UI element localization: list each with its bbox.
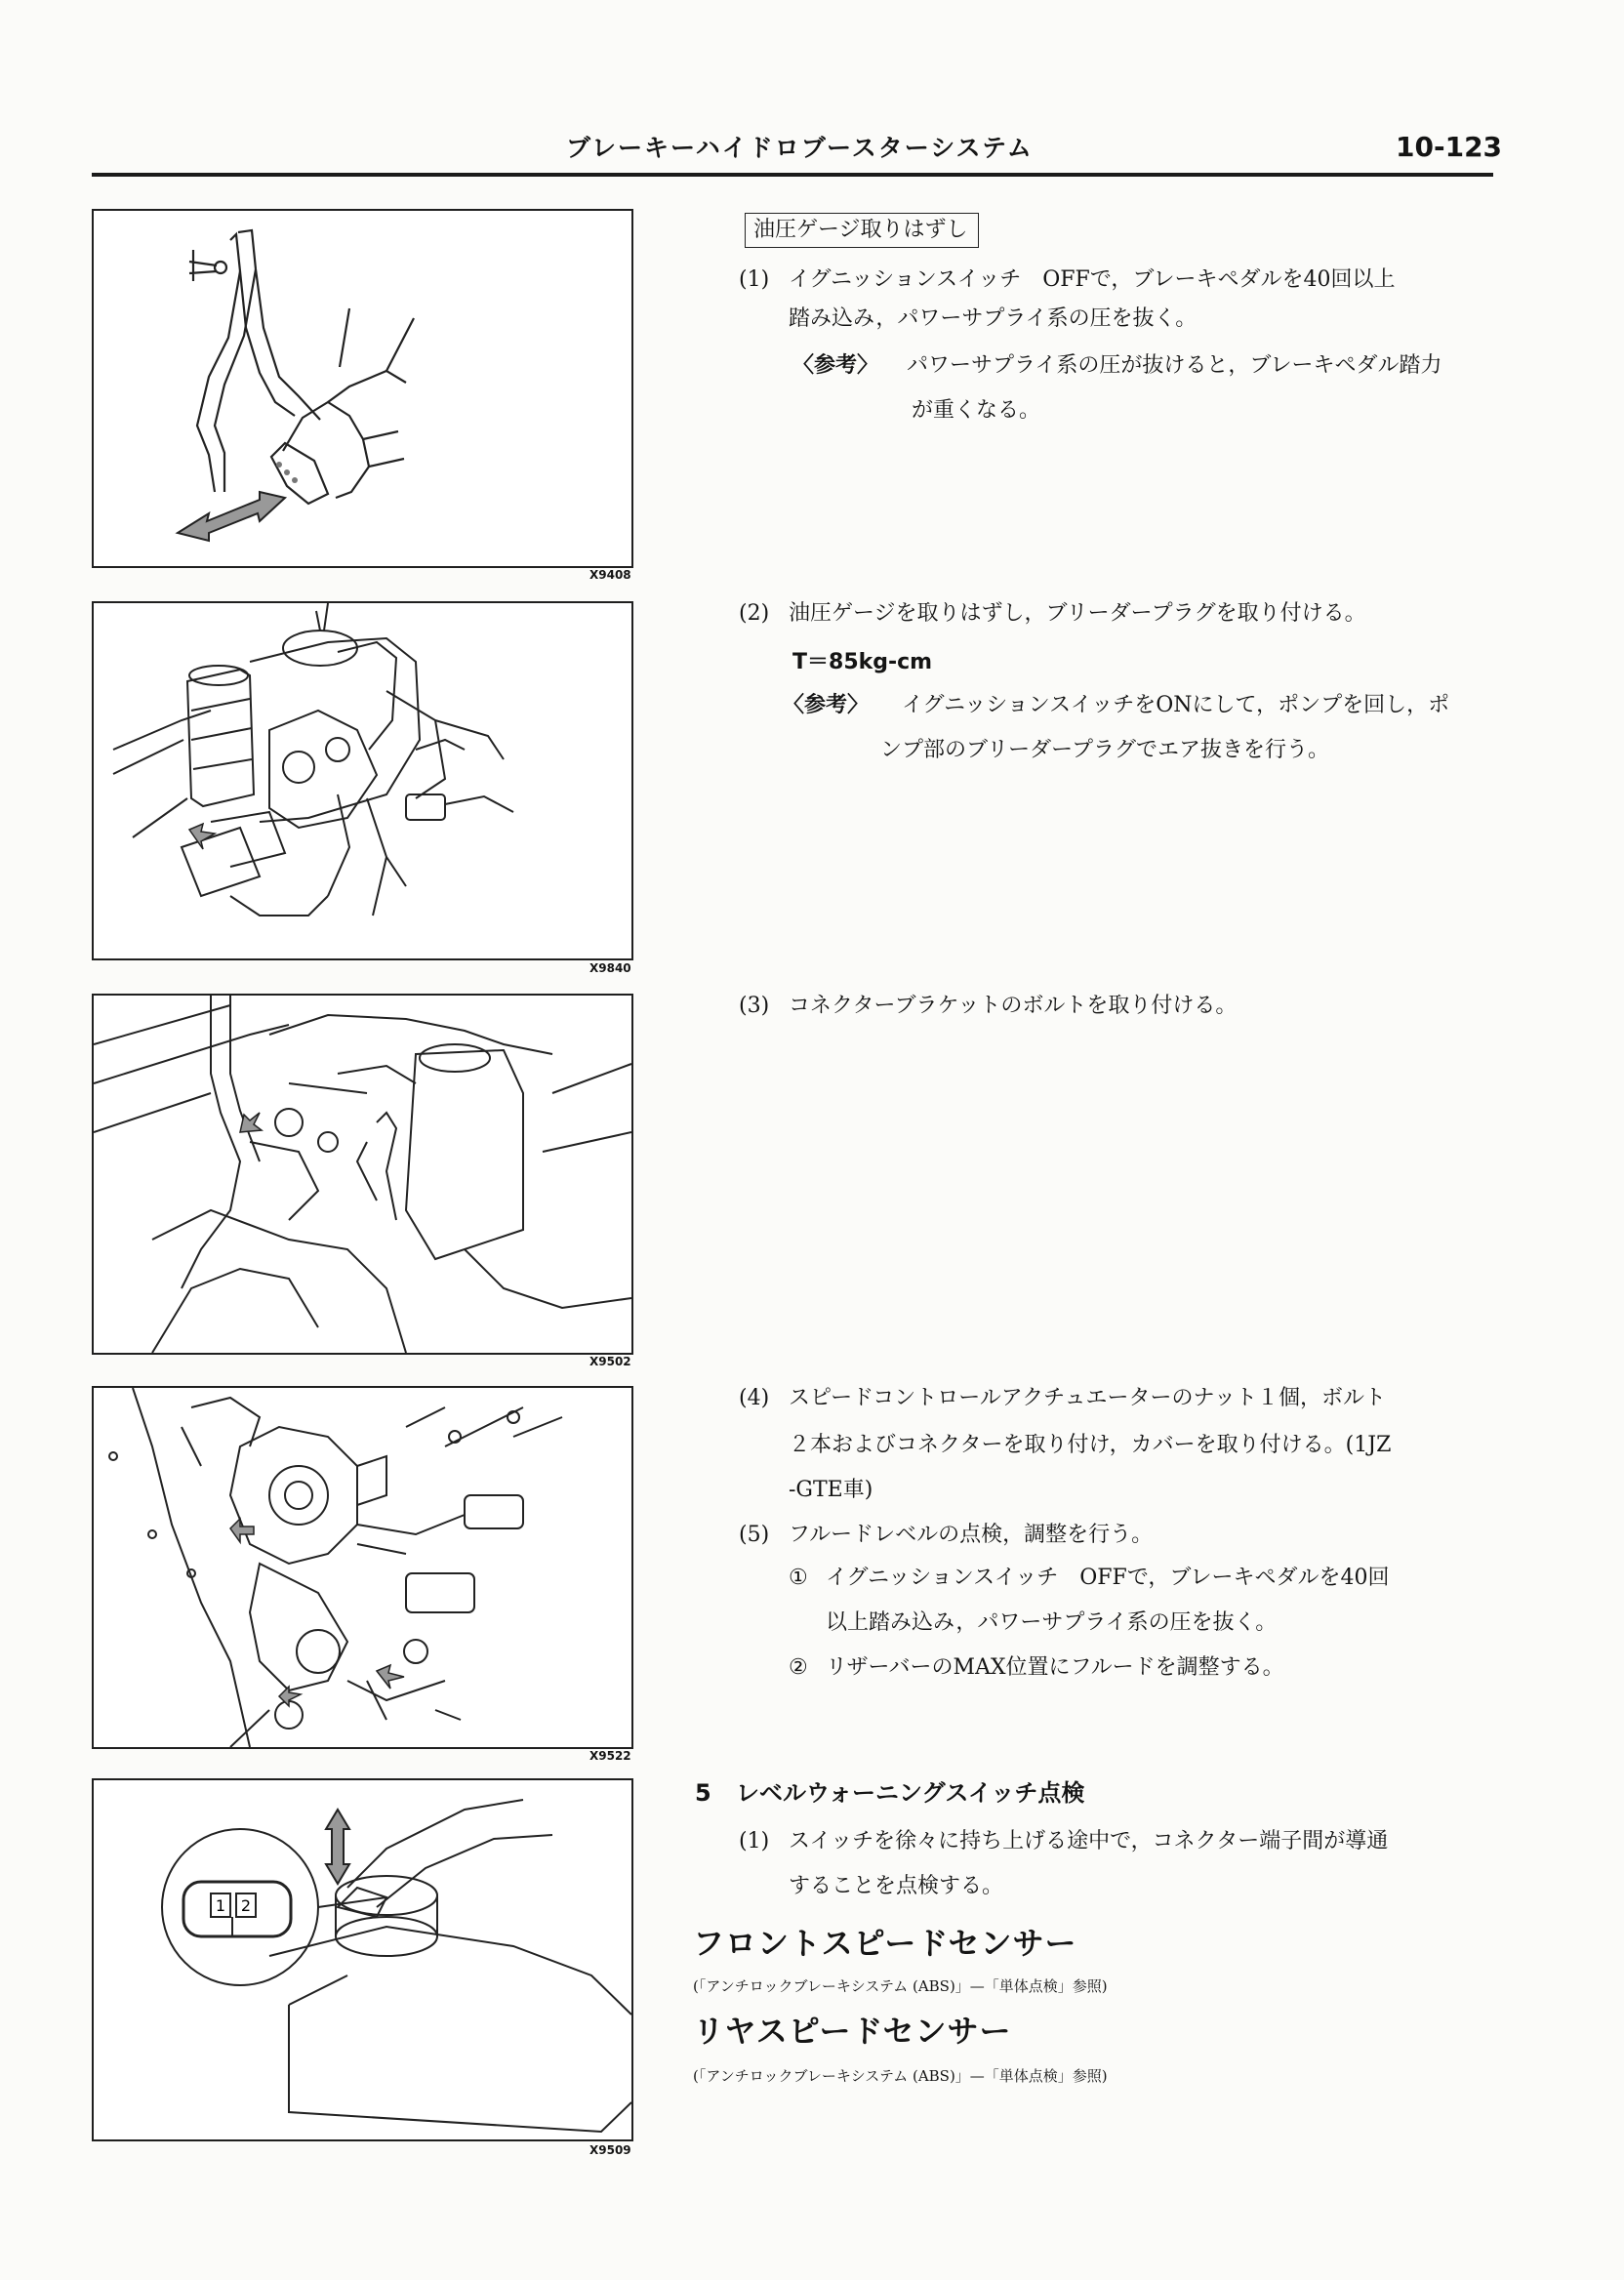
step3-line1: コネクターブラケットのボルトを取り付ける。 <box>789 994 1238 1018</box>
substep-number: ① <box>789 1566 808 1590</box>
step4-line1: スピードコントロールアクチュエーターのナット１個，ボルト <box>789 1386 1387 1410</box>
figure-caption: X9509 <box>589 2143 631 2157</box>
step-number: (4) <box>739 1386 770 1410</box>
level-switch-illustration <box>94 1780 631 2139</box>
up-down-arrow-icon <box>326 1810 349 1884</box>
actuator-illustration <box>94 1388 631 1747</box>
note-line1: イグニッションスイッチをONにして，ポンプを回し，ポ <box>902 693 1450 717</box>
arrow-icon <box>377 1665 404 1689</box>
level-step1-line1: スイッチを徐々に持ち上げる途中で，コネクター端子間が導通 <box>789 1829 1389 1853</box>
note-line2: ンプ部のブリーダープラグでエア抜きを行う。 <box>880 738 1330 762</box>
arrow-icon <box>189 824 215 849</box>
note-line2: が重くなる。 <box>912 398 1041 423</box>
figure-connector-bracket <box>92 994 633 1355</box>
note-label: 〈参考〉 <box>792 353 879 378</box>
step-number: (3) <box>739 994 770 1018</box>
rear-speed-sensor-title: リヤスピードセンサー <box>693 2013 1012 2050</box>
step5-line1: フルードレベルの点検，調整を行う。 <box>789 1523 1154 1547</box>
connector-pin-1: 1 <box>215 1896 226 1915</box>
torque-spec: T＝85kg-cm <box>792 650 933 674</box>
connector-bracket-illustration <box>94 996 631 1353</box>
step4-line2: ２本およびコネクターを取り付け，カバーを取り付ける。(1JZ <box>789 1433 1392 1457</box>
front-speed-sensor-title: フロントスピードセンサー <box>693 1925 1077 1962</box>
figure-hydraulic-unit <box>92 601 633 960</box>
hydraulic-unit-illustration <box>94 603 631 958</box>
arrow-icon <box>240 1113 262 1132</box>
step-number: (1) <box>739 1829 770 1853</box>
step4-line3: -GTE車) <box>789 1478 873 1502</box>
step1-line1: イグニッションスイッチ OFFで，ブレーキペダルを40回以上 <box>789 267 1396 292</box>
figure-level-switch <box>92 1778 633 2141</box>
brake-pedal-illustration <box>94 211 631 566</box>
figure-caption: X9840 <box>589 961 631 975</box>
section-heading-gauge-removal: 油圧ゲージ取りはずし <box>745 213 979 248</box>
substep1-line1: イグニッションスイッチ OFFで，ブレーキペダルを40回 <box>826 1566 1390 1590</box>
substep2-line1: リザーバーのMAX位置にフルードを調整する。 <box>826 1655 1284 1680</box>
step2-line1: 油圧ゲージを取りはずし，ブリーダープラグを取り付ける。 <box>789 601 1366 626</box>
page-number: 10-123 <box>1396 131 1503 163</box>
step-number: (2) <box>739 601 770 626</box>
substep-number: ② <box>789 1655 808 1680</box>
note-line1: パワーサプライ系の圧が抜けると，ブレーキペダル踏力 <box>907 353 1442 378</box>
level-step1-line2: することを点検する。 <box>789 1874 1004 1898</box>
figure-caption: X9522 <box>589 1749 631 1763</box>
double-arrow-icon <box>178 492 285 541</box>
page-header-title: ブレーキーハイドロブースターシステム <box>566 134 1034 162</box>
note-label: 〈参考〉 <box>783 693 870 717</box>
connector-icon <box>183 1882 291 1936</box>
front-speed-sensor-ref: (「アンチロックブレーキシステム (ABS)」—「単体点検」参照) <box>693 1977 1108 1995</box>
section-title-level-switch: レベルウォーニングスイッチ点検 <box>736 1779 1085 1807</box>
header-rule <box>92 173 1493 177</box>
figure-caption: X9408 <box>589 568 631 582</box>
connector-pin-2: 2 <box>240 1896 252 1915</box>
section-number: 5 <box>695 1779 711 1807</box>
step1-line2: 踏み込み，パワーサプライ系の圧を抜く。 <box>789 306 1198 331</box>
rear-speed-sensor-ref: (「アンチロックブレーキシステム (ABS)」—「単体点検」参照) <box>693 2067 1108 2085</box>
step-number: (1) <box>739 267 770 292</box>
figure-brake-pedal <box>92 209 633 568</box>
substep1-line2: 以上踏み込み，パワーサプライ系の圧を抜く。 <box>826 1610 1278 1635</box>
figure-caption: X9502 <box>589 1355 631 1368</box>
step-number: (5) <box>739 1523 770 1547</box>
figure-actuator <box>92 1386 633 1749</box>
